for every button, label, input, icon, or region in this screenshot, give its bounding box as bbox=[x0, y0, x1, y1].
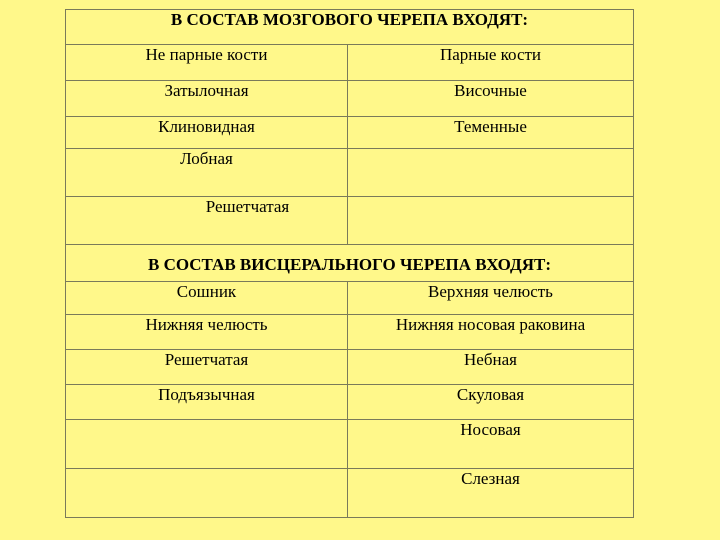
unpaired-cell bbox=[66, 469, 348, 518]
table-row bbox=[66, 315, 634, 350]
table-row bbox=[66, 420, 634, 469]
cranial-header-row bbox=[66, 45, 634, 81]
skull-bones-table bbox=[65, 9, 634, 518]
paired-cell: Носовая bbox=[348, 420, 634, 469]
paired-cell: Скуловая bbox=[348, 385, 634, 420]
paired-cell bbox=[348, 197, 634, 245]
table-row bbox=[66, 469, 634, 518]
unpaired-cell bbox=[66, 420, 348, 469]
table-row bbox=[66, 149, 634, 197]
visceral-title-row bbox=[66, 245, 634, 282]
unpaired-cell: Решетчатая bbox=[66, 350, 348, 385]
unpaired-cell: Подъязычная bbox=[66, 385, 348, 420]
paired-cell bbox=[348, 149, 634, 197]
cranial-title-row bbox=[66, 10, 634, 45]
unpaired-cell: Затылочная bbox=[66, 81, 348, 117]
unpaired-cell: Лобная bbox=[66, 149, 348, 197]
unpaired-cell: Решетчатая bbox=[66, 197, 348, 245]
cranial-title: В СОСТАВ МОЗГОВОГО ЧЕРЕПА ВХОДЯТ: bbox=[66, 10, 634, 45]
visceral-title: В СОСТАВ ВИСЦЕРАЛЬНОГО ЧЕРЕПА ВХОДЯТ: bbox=[66, 245, 634, 282]
table-row bbox=[66, 81, 634, 117]
unpaired-cell: Клиновидная bbox=[66, 117, 348, 149]
unpaired-cell: Сошник bbox=[66, 282, 348, 315]
paired-cell: Слезная bbox=[348, 469, 634, 518]
paired-cell: Небная bbox=[348, 350, 634, 385]
unpaired-cell: Нижняя челюсть bbox=[66, 315, 348, 350]
paired-cell: Височные bbox=[348, 81, 634, 117]
paired-cell: Верхняя челюсть bbox=[348, 282, 634, 315]
table-row bbox=[66, 385, 634, 420]
paired-cell: Нижняя носовая раковина bbox=[348, 315, 634, 350]
table-row bbox=[66, 197, 634, 245]
table-row bbox=[66, 350, 634, 385]
paired-cell: Теменные bbox=[348, 117, 634, 149]
unpaired-bones-header: Не парные кости bbox=[66, 45, 348, 81]
paired-bones-header: Парные кости bbox=[348, 45, 634, 81]
table-row bbox=[66, 282, 634, 315]
table-row bbox=[66, 117, 634, 149]
